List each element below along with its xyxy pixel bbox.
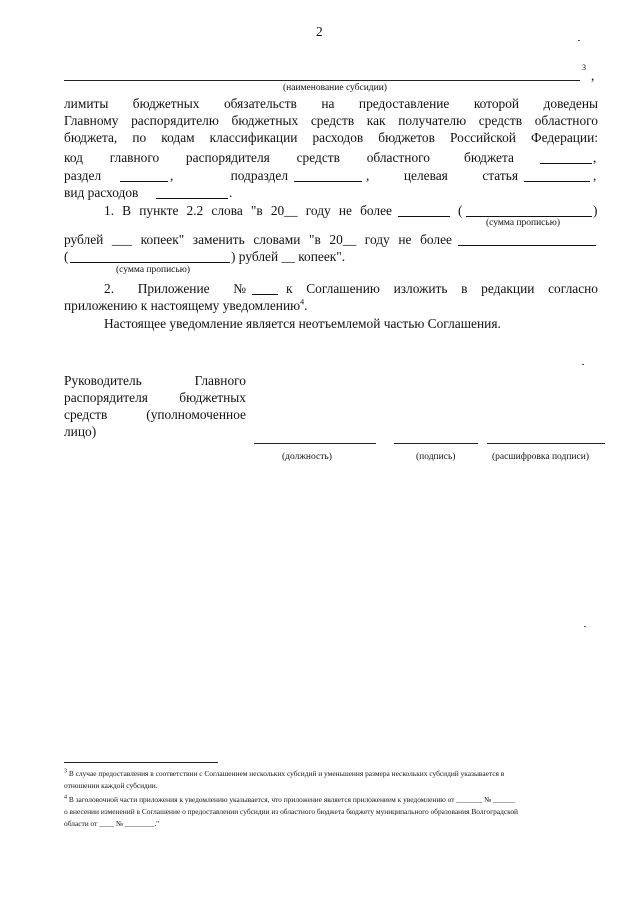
position-line xyxy=(254,443,376,444)
target-article-label: , целевая статья xyxy=(366,168,518,183)
expense-type-label: вид расходов xyxy=(64,185,139,200)
para1-line6 xyxy=(64,185,364,201)
item1-amount-blank xyxy=(398,205,450,217)
item1-text: 1. В пункте 2.2 слова "в 20__ году не более xyxy=(104,203,392,218)
footnote-4-line2: о внесении изменений в Соглашение о предоставлении субсидии из областного бюджета бюджету муниципального образования Волгоградской xyxy=(64,807,518,816)
footnote-3-number: 3 xyxy=(64,768,67,775)
section-label: раздел xyxy=(64,168,102,183)
item2-line1 xyxy=(64,281,604,297)
para1-line1: лимиты бюджетных обязательств на предоставление которой доведены xyxy=(64,96,598,111)
name-caption: (расшифровка подписи) xyxy=(492,452,589,462)
budget-label: бюджета xyxy=(464,150,514,165)
item1-line1 xyxy=(64,203,604,219)
footnote-ref-3: 3 xyxy=(582,63,586,72)
item2-text-a: 2. Приложение № xyxy=(104,281,246,296)
scan-mark xyxy=(582,364,584,365)
subsidy-name-line xyxy=(64,80,580,81)
name-line xyxy=(487,443,605,444)
item2-line2 xyxy=(64,298,307,314)
scan-mark xyxy=(578,40,580,41)
footnote-4 xyxy=(64,795,604,805)
item2-annex-number-blank xyxy=(252,283,278,295)
subsection-label: , подраздел xyxy=(170,168,288,183)
item2-line2-period: . xyxy=(304,298,308,313)
item2-text-b: к Соглашению изложить в редакции согласно xyxy=(286,281,598,296)
signature-line xyxy=(394,443,478,444)
line6-period: . xyxy=(229,185,233,200)
item1-line3-paren: ( xyxy=(64,249,69,264)
para1-line2: Главному распорядителю бюджетных средств как получателю средств областного xyxy=(64,113,598,128)
grbs-code-label: код главного распорядителя средств областного xyxy=(64,150,430,165)
sum-in-words-caption-1: (сумма прописью) xyxy=(486,218,560,228)
signature-caption: (подпись) xyxy=(416,452,456,462)
item1-paren-close: ) xyxy=(593,203,598,218)
item1-new-amount-blank xyxy=(458,234,596,246)
line5-comma: , xyxy=(593,168,597,183)
footnote-4-line3: области от ____ № ________." xyxy=(64,819,160,828)
item1-paren-open: ( xyxy=(458,203,463,218)
para1-line5 xyxy=(64,168,598,184)
item1-line3 xyxy=(64,249,464,265)
signatory-role-line3: средств (уполномоченное xyxy=(64,407,246,422)
footnote-3-line1: В случае предоставления в соответствии с Соглашением нескольких субсидий и уменьшения размера нескольких субсидий указывается в xyxy=(68,769,505,778)
final-paragraph: Настоящее уведомление является неотъемлемой частью Соглашения. xyxy=(104,316,501,331)
footnote-4-line1: В заголовочной части приложения к уведомлению указывается, что приложение является приложением к уведомлению от _______ № ______ xyxy=(68,795,516,804)
grbs-code-blank xyxy=(540,152,592,164)
expense-type-blank xyxy=(156,187,228,199)
signatory-role-line4: лицо) xyxy=(64,424,97,439)
trailing-comma: , xyxy=(591,68,595,83)
para1-line4 xyxy=(64,150,598,166)
footnote-4-number: 4 xyxy=(64,794,67,801)
subsection-blank xyxy=(294,170,362,182)
line4-comma: , xyxy=(593,150,597,165)
para1-line3: бюджета, по кодам классификации расходов бюджетов Российской Федерации: xyxy=(64,130,598,145)
signatory-role-line1: Руководитель Главного xyxy=(64,373,246,388)
item1-line2-text: рублей ___ копеек" заменить словами "в 20__ году не более xyxy=(64,232,452,247)
footnote-separator xyxy=(64,762,218,763)
item1-new-words-blank xyxy=(70,251,230,263)
scan-mark xyxy=(584,626,586,627)
item2-line2-text: приложению к настоящему уведомлению xyxy=(64,298,301,313)
footnote-3 xyxy=(64,769,604,779)
position-caption: (должность) xyxy=(282,452,332,462)
signatory-role-line2: распорядителя бюджетных xyxy=(64,390,246,405)
subsidy-name-caption: (наименование субсидии) xyxy=(283,83,387,93)
page-number: 2 xyxy=(316,24,323,39)
footnote-ref-4: 4 xyxy=(300,297,305,307)
item1-line2 xyxy=(64,232,604,248)
item1-words-blank xyxy=(466,205,592,217)
section-blank xyxy=(120,170,168,182)
sum-in-words-caption-2: (сумма прописью) xyxy=(116,265,190,275)
target-article-blank xyxy=(524,170,590,182)
footnote-3-line2: отношении каждой субсидии. xyxy=(64,781,158,790)
item1-line3-text: ) рублей __ копеек". xyxy=(231,249,346,264)
